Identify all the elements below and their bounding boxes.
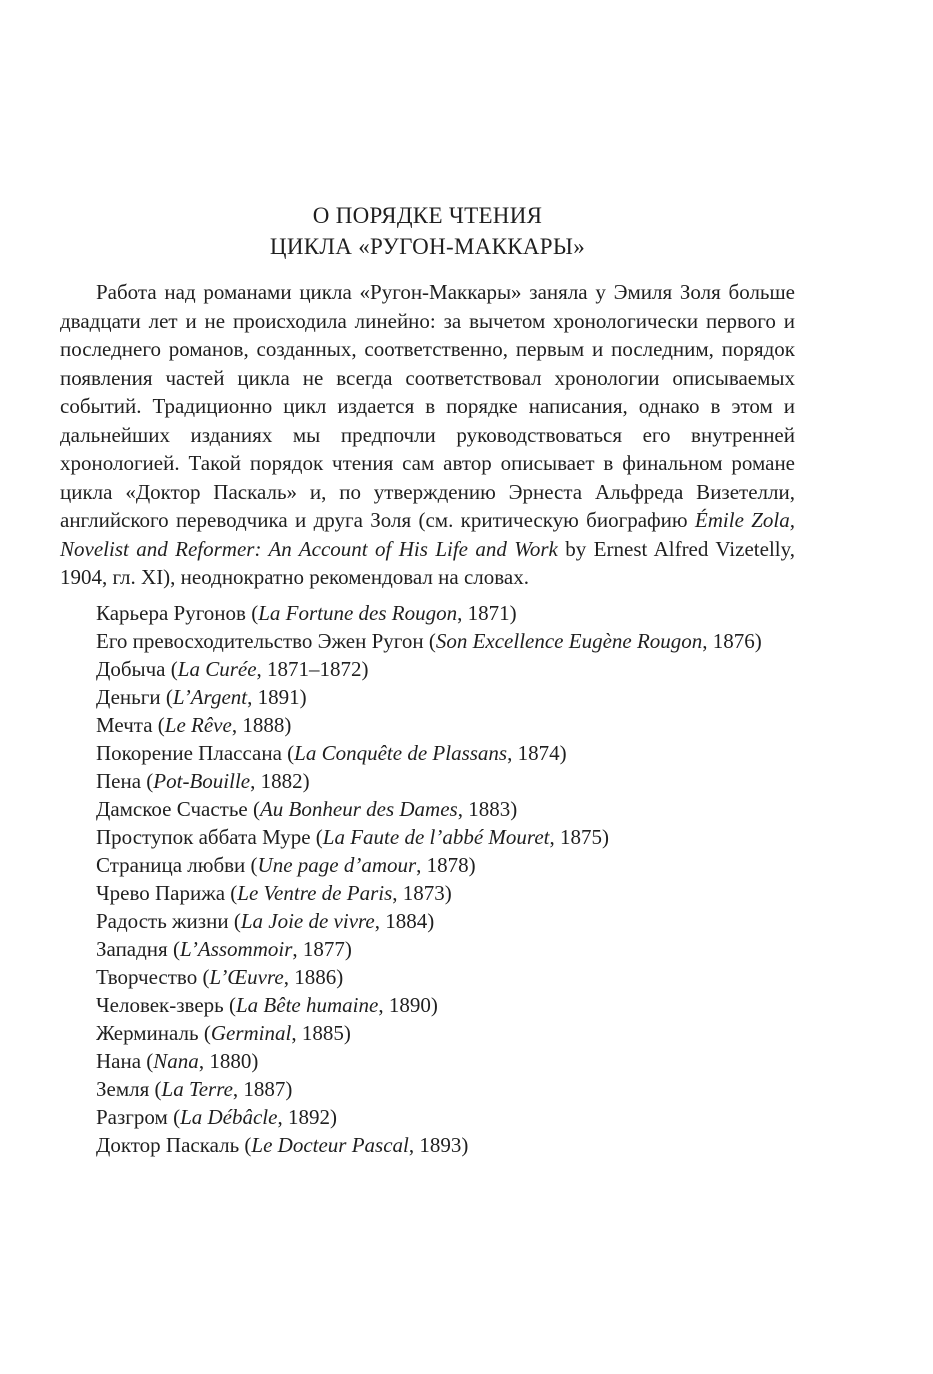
work-title-ru: Мечта	[96, 712, 153, 737]
list-item: Покорение Плассана (La Conquête de Plassans, 1874)	[96, 740, 567, 765]
list-item: Дамское Счастье (Au Bonheur des Dames, 1883)	[96, 796, 518, 821]
work-title-fr: La Débâcle	[180, 1104, 278, 1129]
list-item: Добыча (La Curée, 1871–1872)	[96, 656, 369, 681]
work-title-fr: Nana	[153, 1048, 199, 1073]
list-item: Разгром (La Débâcle, 1892)	[96, 1104, 337, 1129]
reading-order-list	[60, 599, 795, 1159]
work-title-ru: Творчество	[96, 964, 198, 989]
work-title-ru: Радость жизни	[96, 908, 229, 933]
work-year: 1875	[559, 824, 602, 849]
intro-paragraph	[60, 278, 795, 592]
work-year: 1892	[287, 1104, 330, 1129]
intro-text-start: Работа над романами цикла «Ругон-Маккары» заняла у Эмиля Золя больше двадцати лет и не происходила линейно: за вычетом хронологически первого и последнего романов, созданных, соответственно, первым и последним, порядок появления частей цикла не всегда соответствовал хронологии описываемых событий. Традиционно цикл издается в порядке написания, однако в этом и дальнейших изданиях мы предпочли руководствоваться его внутренней хронологией. Такой порядок чтения сам автор описывает в финальном романе цикла «Доктор Паскаль» и, по утверждению Эрнеста Альфреда Визетелли, английского переводчика и друга Золя (см. критическую биографию	[60, 280, 795, 532]
list-item: Проступок аббата Муре (La Faute de l’abbé Mouret, 1875)	[96, 824, 609, 849]
list-item: Радость жизни (La Joie de vivre, 1884)	[96, 908, 435, 933]
work-title-ru: Его превосходительство Эжен Ругон	[96, 628, 424, 653]
work-title-fr: Une page d’amour	[257, 852, 417, 877]
section-heading	[60, 200, 795, 262]
list-item: Западня (L’Assommoir, 1877)	[96, 936, 352, 961]
work-title-fr: L’Assommoir	[179, 936, 293, 961]
work-title-ru: Земля	[96, 1076, 150, 1101]
list-item: Жерминаль (Germinal, 1885)	[96, 1020, 351, 1045]
list-item: Деньги (L’Argent, 1891)	[96, 684, 307, 709]
work-year: 1890	[388, 992, 431, 1017]
work-title-ru: Разгром	[96, 1104, 168, 1129]
work-year: 1880	[209, 1048, 252, 1073]
work-year: 1878	[426, 852, 469, 877]
work-year: 1891	[257, 684, 300, 709]
work-year: 1893	[419, 1132, 462, 1157]
work-title-fr: L’Œuvre	[209, 964, 284, 989]
work-title-ru: Человек-зверь	[96, 992, 224, 1017]
work-title-fr: La Faute de l’abbé Mouret	[322, 824, 550, 849]
work-title-fr: La Joie de vivre	[240, 908, 375, 933]
work-title-ru: Дамское Счастье	[96, 796, 248, 821]
list-item: Доктор Паскаль (Le Docteur Pascal, 1893)	[96, 1132, 469, 1157]
work-title-fr: La Conquête de Plassans	[294, 740, 508, 765]
work-title-fr: La Terre	[161, 1076, 233, 1101]
work-year: 1882	[260, 768, 303, 793]
intro-book-title: Émile Zola, Novelist and Reformer: An Account of His Life and Work	[60, 508, 796, 561]
work-title-ru: Чрево Парижа	[96, 880, 226, 905]
work-year: 1873	[402, 880, 445, 905]
book-page	[60, 200, 795, 1159]
work-title-ru: Карьера Ругонов	[96, 600, 246, 625]
work-title-fr: La Bête humaine	[236, 992, 379, 1017]
list-item: Нана (Nana, 1880)	[96, 1048, 259, 1073]
work-year: 1886	[294, 964, 337, 989]
work-year: 1871	[467, 600, 510, 625]
list-item: Человек-зверь (La Bête humaine, 1890)	[96, 992, 438, 1017]
work-title-fr: L’Argent	[172, 684, 248, 709]
work-year: 1876	[712, 628, 755, 653]
work-title-ru: Доктор Паскаль	[96, 1132, 240, 1157]
work-title-ru: Жерминаль	[96, 1020, 199, 1045]
work-year: 1883	[468, 796, 511, 821]
work-year: 1884	[385, 908, 428, 933]
work-year: 1888	[242, 712, 285, 737]
work-title-ru: Проступок аббата Муре	[96, 824, 311, 849]
work-title-fr: La Curée	[177, 656, 257, 681]
list-item: Мечта (Le Rêve, 1888)	[96, 712, 292, 737]
list-item: Творчество (L’Œuvre, 1886)	[96, 964, 344, 989]
work-title-fr: Au Bonheur des Dames	[259, 796, 458, 821]
work-year: 1871–1872	[267, 656, 362, 681]
list-item: Карьера Ругонов (La Fortune des Rougon, 1871)	[96, 600, 517, 625]
work-title-fr: Le Ventre de Paris	[237, 880, 393, 905]
work-title-fr: Germinal	[210, 1020, 292, 1045]
work-title-ru: Нана	[96, 1048, 142, 1073]
work-year: 1887	[243, 1076, 286, 1101]
work-year: 1877	[302, 936, 345, 961]
work-title-ru: Страница любви	[96, 852, 246, 877]
list-item: Его превосходительство Эжен Ругон (Son Excellence Eugène Rougon, 1876)	[96, 628, 762, 653]
work-title-ru: Западня	[96, 936, 168, 961]
work-title-ru: Добыча	[96, 656, 166, 681]
work-title-fr: Le Rêve	[164, 712, 232, 737]
heading-line-2: ЦИКЛА «РУГОН-МАККАРЫ»	[269, 234, 586, 259]
work-title-fr: Son Excellence Eugène Rougon	[435, 628, 703, 653]
work-title-fr: Pot-Bouille	[153, 768, 251, 793]
intro-text-end: by Ernest Alfred Vizetelly, 1904, гл. XI), неоднократно рекомендовал на словах.	[60, 536, 795, 589]
list-item: Земля (La Terre, 1887)	[96, 1076, 293, 1101]
list-item: Пена (Pot-Bouille, 1882)	[96, 768, 310, 793]
work-title-ru: Покорение Плассана	[96, 740, 282, 765]
list-item: Страница любви (Une page d’amour, 1878)	[96, 852, 476, 877]
work-title-ru: Деньги	[96, 684, 161, 709]
work-title-fr: Le Docteur Pascal	[251, 1132, 409, 1157]
work-title-ru: Пена	[96, 768, 142, 793]
heading-line-1: О ПОРЯДКЕ ЧТЕНИЯ	[312, 203, 543, 228]
list-item: Чрево Парижа (Le Ventre de Paris, 1873)	[96, 880, 452, 905]
work-year: 1874	[517, 740, 560, 765]
work-year: 1885	[301, 1020, 344, 1045]
work-title-fr: La Fortune des Rougon	[258, 600, 458, 625]
